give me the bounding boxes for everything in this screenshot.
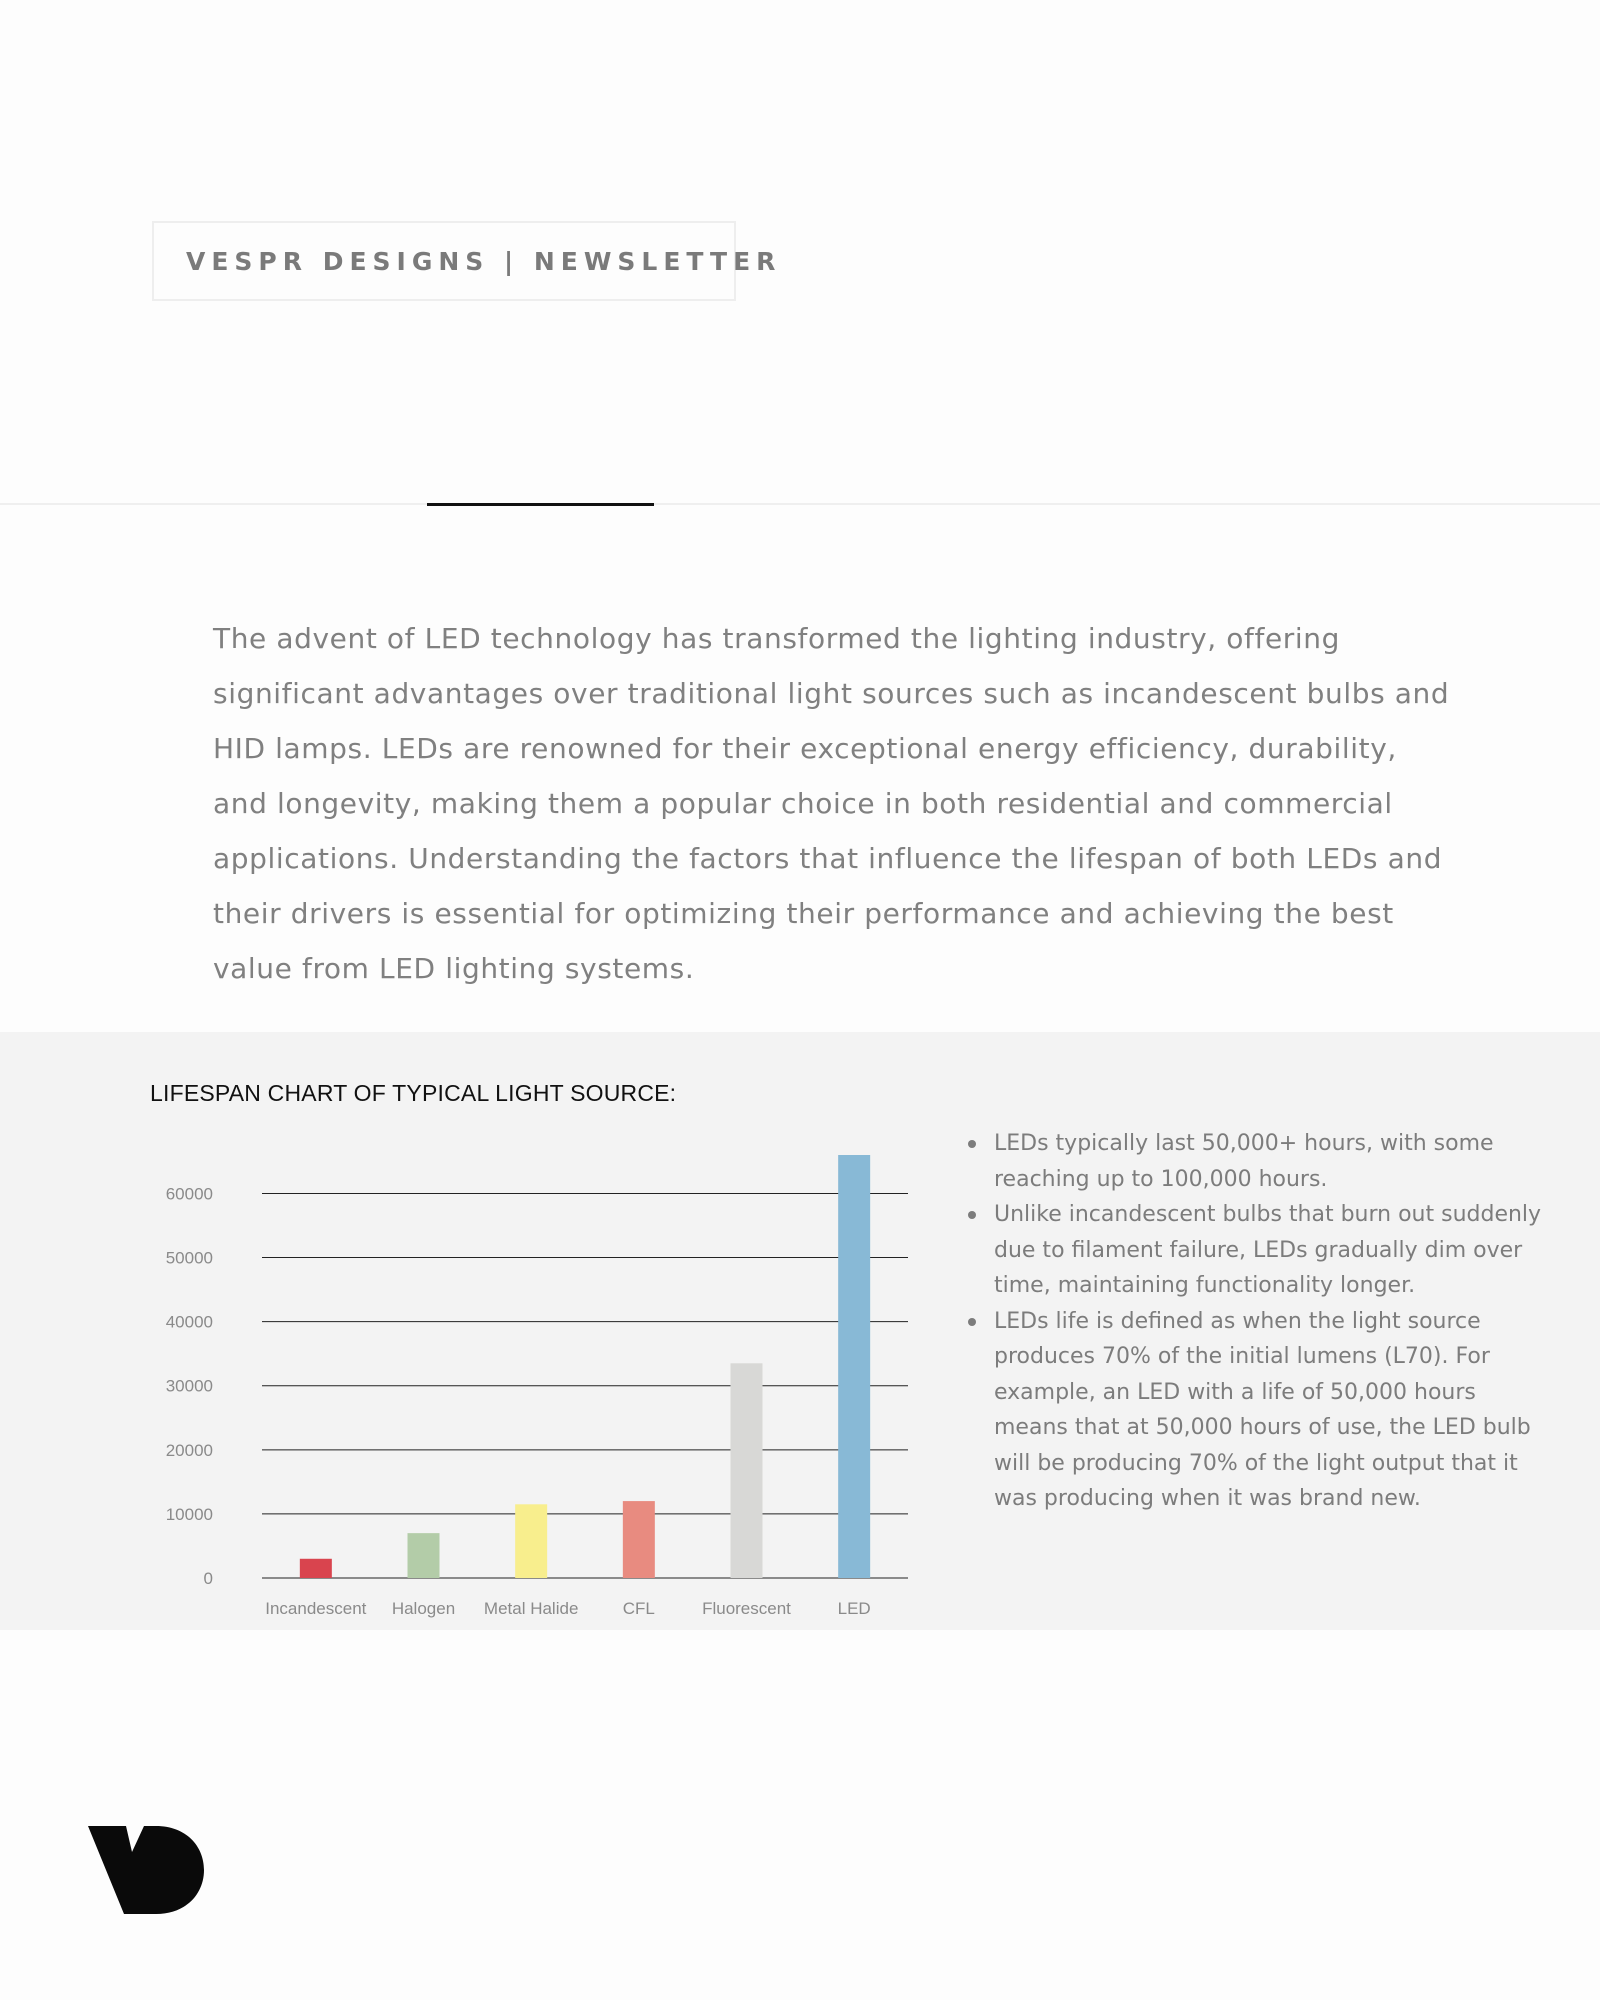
vespr-logo [88,1826,204,1914]
y-tick-label: 10000 [165,1504,213,1524]
x-tick-label: Metal Halide [483,1599,579,1618]
bar-cfl [623,1501,655,1578]
bar-led [838,1155,870,1578]
x-tick-label: Fluorescent [702,1599,791,1618]
bar-incandescent [300,1559,332,1578]
bar-metal-halide [515,1504,547,1578]
y-tick-label: 20000 [165,1440,213,1460]
x-tick-label: Incandescent [265,1599,367,1618]
bar-fluorescent [731,1363,763,1578]
divider-accent [427,503,654,506]
x-tick-label: CFL [622,1599,655,1618]
note-item: LEDs typically last 50,000+ hours, with some reaching up to 100,000 hours. [964,1126,1544,1197]
y-tick-label: 40000 [165,1312,213,1332]
intro-paragraph: The advent of LED technology has transformed the lighting industry, offering significant advantages over traditional light sources such as incandescent bulbs and HID lamps. LEDs are renowned for their exceptional energy efficiency, durability, and longevity, making them a popular choice in both residential and commercial applications. Understanding the factors that influence the lifespan of both LEDs and their drivers is essential for optimizing their performance and achieving the best value from LED lighting systems. [213,622,1450,985]
note-item: LEDs life is defined as when the light source produces 70% of the initial lumens (L70). For example, an LED with a life of 50,000 hours means that at 50,000 hours of use, the LED bulb will be producing 70% of the light output that it was producing when it was brand new. [964,1304,1544,1517]
y-tick-label: 60000 [165,1184,213,1204]
bar-halogen [408,1533,440,1578]
chart-title: LIFESPAN CHART OF TYPICAL LIGHT SOURCE: [150,1080,677,1106]
x-tick-label: Halogen [391,1599,456,1618]
x-tick-label: LED [837,1599,871,1618]
section-divider [0,503,1600,505]
newsletter-header [152,221,782,301]
y-tick-label: 0 [203,1569,213,1588]
note-item: Unlike incandescent bulbs that burn out suddenly due to filament failure, LEDs gradually dim over time, maintaining functionality longer. [964,1197,1544,1304]
y-tick-label: 30000 [165,1376,213,1396]
newsletter-title: VESPR DESIGNS | NEWSLETTER [186,246,782,276]
lifespan-notes [964,1126,1544,1517]
y-tick-label: 50000 [165,1248,213,1268]
lifespan-bar-chart [140,1130,920,1630]
